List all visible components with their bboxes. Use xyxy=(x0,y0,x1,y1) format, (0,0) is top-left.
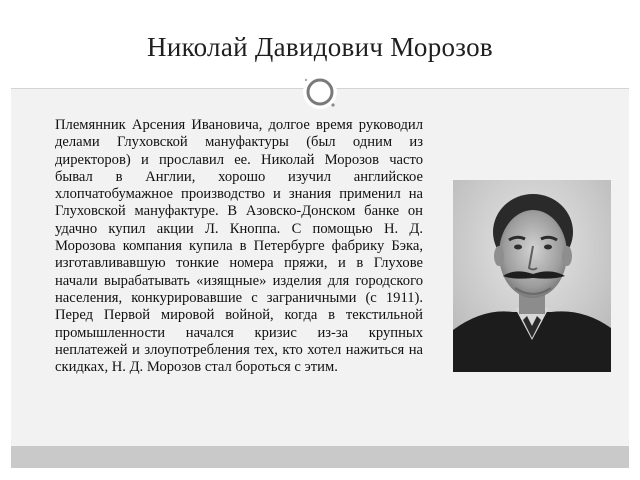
body-text: Племянник Арсения Ивановича, долгое время руководил делами Глуховской мануфактуры (был одним из директоров) и прославил ее. Николай Морозов часто бывал в Англии, хорошо изучил английское хлопчатобумажное производство и знания применил на Глуховской мануфактуре. В Азовско-Донском банке он удачно купил акции Л. Кноппа. С помощью Н. Д. Морозова компания купила в Петербурге фабрику Бэка, изготавливавшую тонкие номера пряжи, и в Глухове начали вырабатывать «изящные» изделия для городского населения, конкурировавшие с заграничными (с 1911). Перед Первой мировой войной, когда в текстильной промышленности начался кризис из-за крупных неплатежей и злоупотребления тех, кто хотел нажиться на скидках, Н. Д. Морозов стал бороться с этим. xyxy=(55,117,423,376)
circle-ornament-icon xyxy=(300,72,340,112)
footer-bar xyxy=(11,446,629,468)
portrait-photo xyxy=(453,180,611,372)
slide-title: Николай Давидович Морозов xyxy=(147,32,493,62)
